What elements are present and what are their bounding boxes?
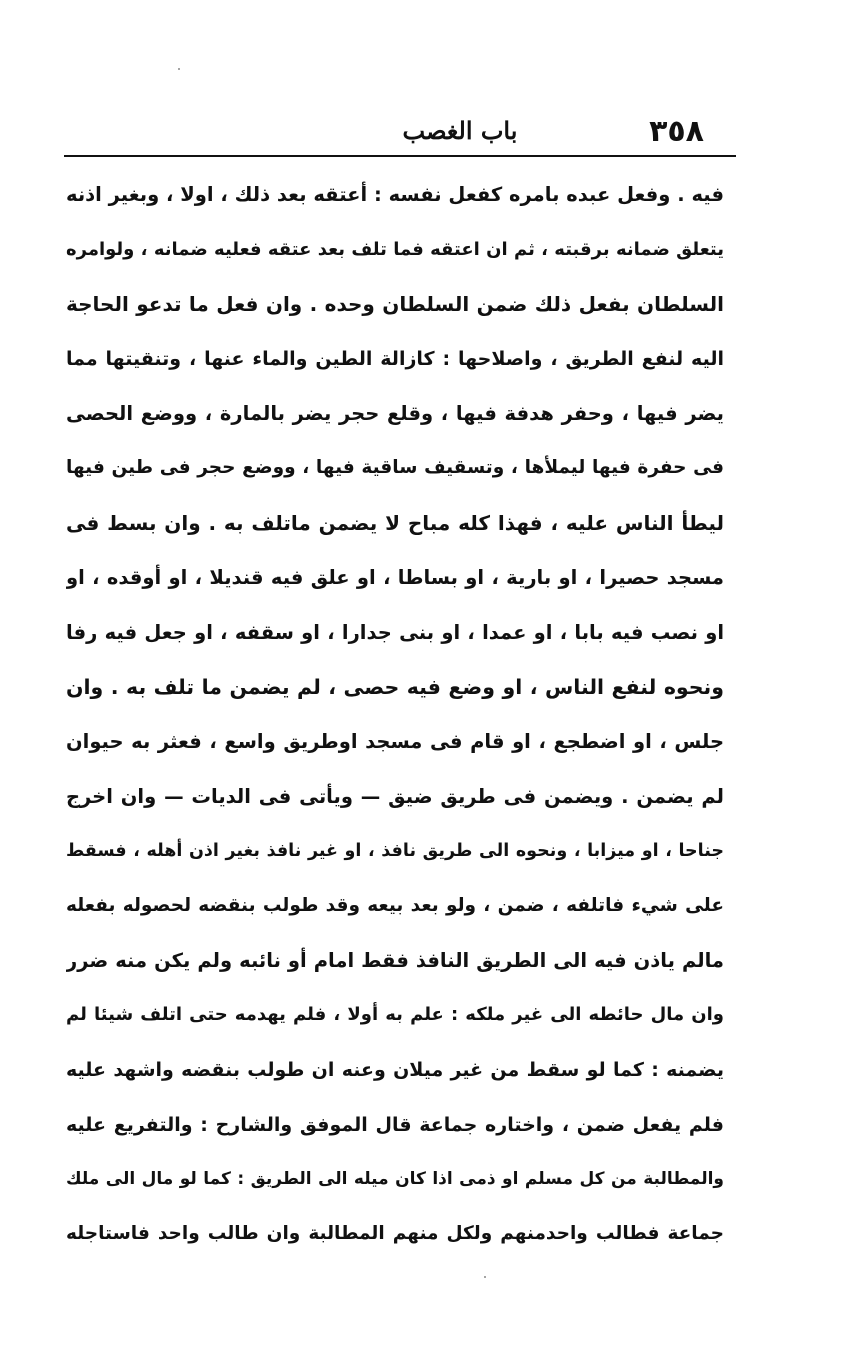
text-line: او نصب فيه بابا ، او عمدا ، او بنى جدارا ، او سقفه ، او جعل فيه رفا — [66, 620, 724, 644]
paper-speck — [178, 68, 180, 70]
text-line: جماعة فطالب واحدمنهم ولكل منهم المطالبة وان طالب واحد فاستاجله — [66, 1223, 724, 1245]
text-line: مسجد حصيرا ، او بارية ، او بساطا ، او علق فيه قنديلا ، او أوقده ، او — [66, 565, 724, 589]
text-line: على شيء فاتلفه ، ضمن ، ولو بعد بيعه وقد طولب بنقضه لحصوله بفعله — [66, 894, 724, 916]
text-line: وان مال حائطه الى غير ملكه : علم به أولا ، فلم يهدمه حتى اتلف شيئا لم — [66, 1004, 724, 1026]
text-line: جلس ، او اضطجع ، او قام فى مسجد اوطريق واسع ، فعثر به حيوان — [66, 729, 724, 753]
body-text — [66, 168, 724, 1262]
text-line: السلطان بفعل ذلك ضمن السلطان وحده . وان فعل ما تدعو الحاجة — [66, 292, 724, 317]
text-line: فيه . وفعل عبده بامره كفعل نفسه : أعتقه بعد ذلك ، اولا ، وبغير اذنه — [66, 183, 724, 206]
text-line: ونحوه لنفع الناس ، او وضع فيه حصى ، لم يضمن ما تلف به . وان — [66, 675, 724, 700]
text-line: فى حفرة فيها ليملأها ، وتسقيف ساقية فيها ، ووضع حجر فى طين فيها — [66, 457, 724, 479]
running-title: باب الغصب — [402, 116, 518, 145]
page-number: ٣٥٨ — [649, 114, 704, 149]
text-line: يضر فيها ، وحفر هدفة فيها ، وقلع حجر يضر بالمارة ، ووضع الحصى — [66, 401, 724, 425]
text-line: اليه لنفع الطريق ، واصلاحها : كازالة الطين والماء عنها ، وتنقيتها مما — [66, 348, 724, 371]
text-line: جناحا ، او ميزابا ، ونحوه الى طريق نافذ ، او غير نافذ بغير اذن أهله ، فسقط — [66, 841, 724, 862]
text-line: فلم يفعل ضمن ، واختاره جماعة قال الموفق والشارح : والتفريع عليه — [66, 1113, 724, 1136]
text-line: يضمنه : كما لو سقط من غير ميلان وعنه ان طولب بنقضه واشهد عليه — [66, 1059, 724, 1081]
page-header — [64, 112, 736, 152]
text-line: والمطالبة من كل مسلم او ذمى اذا كان ميله الى الطريق : كما لو مال الى ملك — [66, 1169, 724, 1190]
text-line: ليطأ الناس عليه ، فهذا كله مباح لا يضمن ماتلف به . وان بسط فى — [66, 511, 724, 536]
text-line: لم يضمن . ويضمن فى طريق ضيق — ويأتى فى الديات — وان اخرج — [66, 784, 724, 808]
paper-speck — [484, 1276, 486, 1278]
text-line: يتعلق ضمانه برقبته ، ثم ان اعتقه فما تلف بعد عتقه فعليه ضمانه ، ولوامره — [66, 238, 724, 260]
text-line: مالم ياذن فيه الى الطريق النافذ فقط امام أو نائبه ولم يكن منه ضرر — [66, 948, 724, 972]
header-rule — [64, 155, 736, 157]
